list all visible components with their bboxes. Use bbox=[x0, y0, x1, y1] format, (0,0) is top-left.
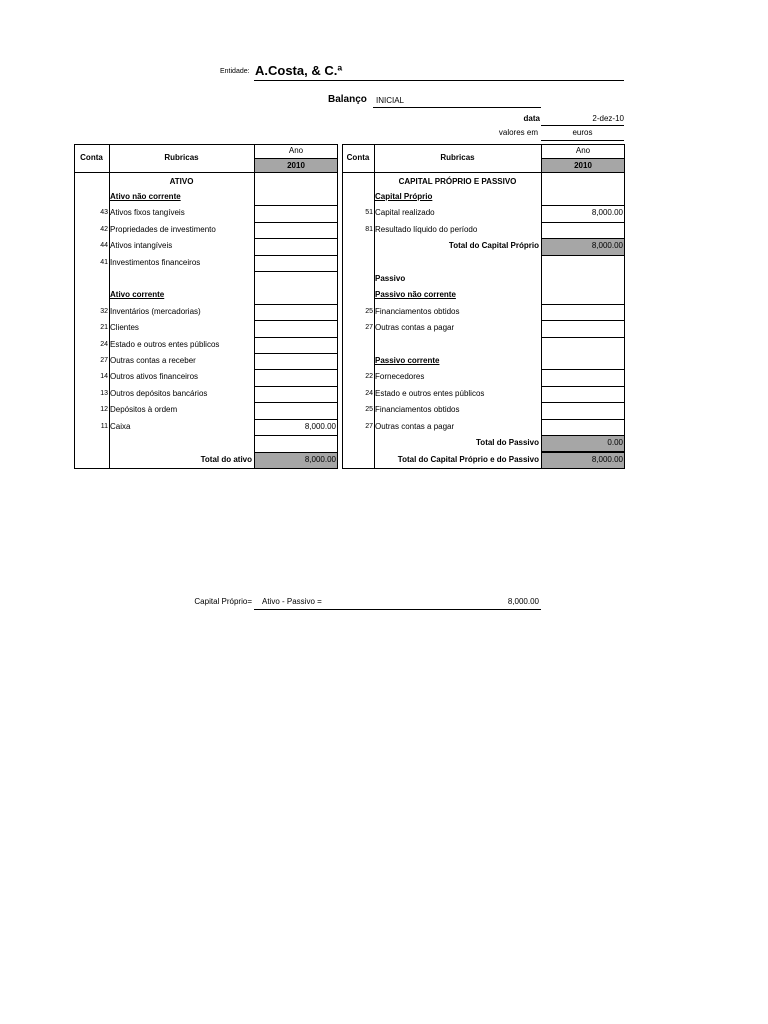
date-value: 2-dez-10 bbox=[592, 114, 624, 123]
row-code: 25 bbox=[365, 307, 373, 315]
row-code: 42 bbox=[100, 225, 108, 233]
row-code: 41 bbox=[100, 258, 108, 266]
row-label: Ativo não corrente bbox=[110, 192, 181, 201]
value-cell bbox=[541, 287, 625, 304]
row-label: Investimentos financeiros bbox=[110, 257, 201, 267]
value-cell bbox=[254, 369, 338, 386]
row-label: Caixa bbox=[110, 421, 131, 431]
value-cell bbox=[541, 255, 625, 272]
row-code: 24 bbox=[100, 340, 108, 348]
left-col-year: 2010 bbox=[287, 161, 305, 170]
value-cell bbox=[541, 304, 625, 321]
row-code: 14 bbox=[100, 373, 108, 381]
row-label: Passivo bbox=[375, 274, 406, 283]
balance-label: Balanço bbox=[328, 94, 367, 105]
value-cell bbox=[254, 435, 338, 452]
row-label: Total do Passivo bbox=[476, 438, 539, 447]
row-value: 0.00 bbox=[607, 438, 623, 447]
row-label: Passivo corrente bbox=[375, 356, 440, 365]
value-cell bbox=[254, 238, 338, 255]
row-label: Estado e outros entes públicos bbox=[110, 339, 220, 349]
balance-type: INICIAL bbox=[376, 96, 405, 105]
row-label: Ativos intangíveis bbox=[110, 241, 173, 251]
row-label: Outras contas a pagar bbox=[375, 323, 455, 333]
value-cell bbox=[541, 353, 625, 370]
row-code: 27 bbox=[365, 324, 373, 332]
row-value: 8,000.00 bbox=[304, 421, 336, 431]
values-label: valores em bbox=[498, 128, 538, 137]
row-label: Ativo corrente bbox=[110, 290, 165, 300]
value-cell bbox=[254, 189, 338, 206]
value-cell bbox=[254, 402, 338, 419]
row-code: 27 bbox=[100, 357, 108, 364]
capital-formula: Ativo - Passivo = bbox=[262, 597, 322, 606]
row-label: Capital Próprio bbox=[375, 192, 433, 201]
row-code: 51 bbox=[365, 209, 373, 217]
capital-underline bbox=[254, 609, 541, 610]
row-label: Outros ativos financeiros bbox=[110, 372, 199, 382]
balance-underline bbox=[373, 107, 541, 108]
left-col-ano: Ano bbox=[288, 146, 304, 155]
value-cell bbox=[541, 337, 625, 354]
value-cell bbox=[254, 255, 338, 272]
row-code: 27 bbox=[365, 422, 373, 430]
value-cell bbox=[254, 337, 338, 354]
row-code: 12 bbox=[100, 406, 108, 414]
row-code: 13 bbox=[100, 389, 108, 397]
value-cell bbox=[254, 287, 338, 304]
row-label: Outros depósitos bancários bbox=[110, 388, 208, 398]
value-cell bbox=[541, 222, 625, 239]
value-cell bbox=[254, 205, 338, 222]
right-col-ano: Ano bbox=[575, 146, 591, 155]
value-cell bbox=[254, 222, 338, 239]
row-label: Financiamentos obtidos bbox=[375, 306, 460, 316]
capital-label: Capital Próprio= bbox=[194, 597, 252, 606]
row-code: 44 bbox=[100, 242, 108, 250]
row-code: 11 bbox=[100, 422, 108, 430]
value-cell bbox=[541, 369, 625, 386]
row-label: Capital realizado bbox=[375, 208, 435, 218]
row-label: Outras contas a receber bbox=[110, 356, 196, 365]
value-cell bbox=[541, 386, 625, 403]
left-col-conta: Conta bbox=[80, 153, 103, 162]
row-label: Estado e outros entes públicos bbox=[375, 388, 485, 398]
right-col-year: 2010 bbox=[574, 161, 592, 170]
row-value: 8,000.00 bbox=[591, 208, 623, 218]
left-col-rubricas: Rubricas bbox=[164, 153, 199, 162]
capital-result: 8,000.00 bbox=[507, 597, 539, 606]
row-label: Depósitos à ordem bbox=[110, 405, 178, 415]
row-label: Financiamentos obtidos bbox=[375, 405, 460, 415]
row-label: Clientes bbox=[110, 323, 139, 333]
date-label: data bbox=[523, 114, 540, 123]
value-cell bbox=[541, 402, 625, 419]
value-cell bbox=[254, 304, 338, 321]
left-total-label: Total do ativo bbox=[200, 455, 252, 464]
right-section-title: CAPITAL PRÓPRIO E PASSIVO bbox=[398, 177, 517, 186]
value-cell bbox=[254, 320, 338, 337]
value-cell bbox=[254, 386, 338, 403]
left-section-title: ATIVO bbox=[169, 177, 194, 186]
value-cell bbox=[541, 320, 625, 337]
row-code: 32 bbox=[100, 307, 108, 315]
row-code: 81 bbox=[365, 225, 373, 233]
entity-underline bbox=[254, 80, 624, 81]
row-code: 25 bbox=[365, 406, 373, 414]
row-label: Passivo não corrente bbox=[375, 290, 456, 300]
entity-label: Entidade: bbox=[220, 68, 250, 75]
value-cell bbox=[541, 189, 625, 206]
right-total-value: 8,000.00 bbox=[591, 455, 623, 464]
right-col-conta: Conta bbox=[346, 153, 370, 162]
entity-name: A.Costa, & C.ª bbox=[255, 63, 343, 78]
row-code: 43 bbox=[100, 209, 108, 217]
row-code: 22 bbox=[365, 373, 373, 381]
row-label: Total do Capital Próprio bbox=[448, 241, 539, 251]
values-unit: euros bbox=[572, 128, 593, 137]
value-cell bbox=[254, 271, 338, 288]
row-value: 8,000.00 bbox=[591, 241, 623, 251]
row-label: Resultado líquido do período bbox=[375, 224, 478, 234]
row-code: 21 bbox=[100, 324, 108, 332]
value-cell bbox=[541, 271, 625, 288]
right-total-label: Total do Capital Próprio e do Passivo bbox=[397, 455, 539, 464]
row-code: 24 bbox=[365, 389, 373, 397]
value-cell bbox=[254, 353, 338, 370]
row-label: Ativos fixos tangíveis bbox=[110, 208, 185, 218]
row-label: Outras contas a pagar bbox=[375, 421, 455, 431]
value-cell bbox=[541, 419, 625, 436]
left-total-value: 8,000.00 bbox=[304, 455, 336, 464]
row-label: Fornecedores bbox=[375, 372, 425, 382]
row-label: Inventários (mercadorias) bbox=[110, 306, 201, 316]
right-col-rubricas: Rubricas bbox=[440, 153, 475, 162]
row-label: Propriedades de investimento bbox=[110, 224, 216, 234]
